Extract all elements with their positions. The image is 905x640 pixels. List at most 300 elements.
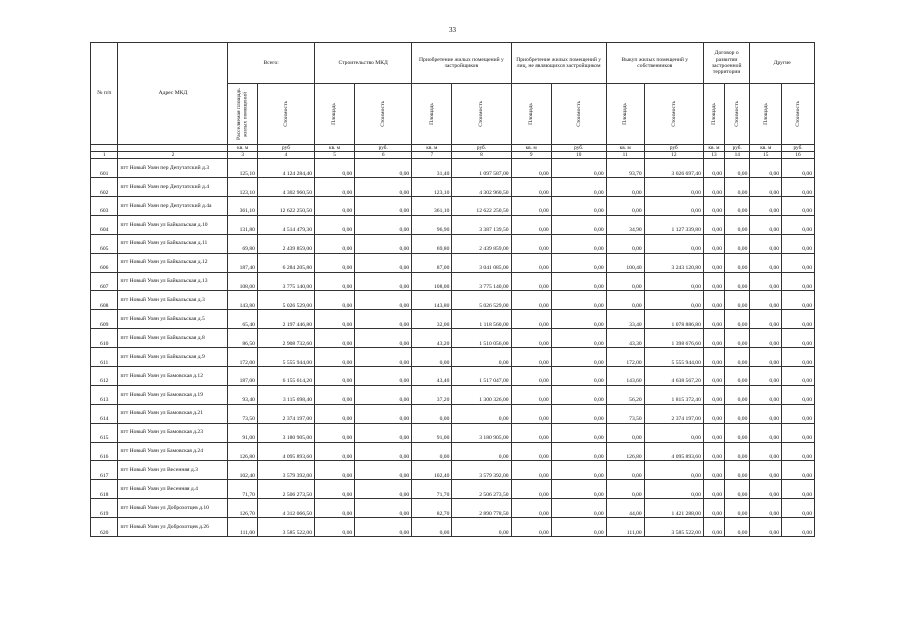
row-value: 0,00 (511, 499, 551, 518)
column-number-cell: 16 (782, 152, 815, 159)
row-number: 606 (91, 253, 118, 272)
table-row (91, 272, 815, 291)
row-value: 71,70 (228, 480, 258, 499)
row-number: 609 (91, 310, 118, 329)
row-value: 0,00 (412, 442, 452, 461)
row-value: 0,00 (703, 385, 724, 404)
resettlement-table (90, 42, 815, 537)
row-value: 0,00 (355, 480, 412, 499)
row-value: 5 555 944,00 (257, 348, 314, 367)
row-value: 0,00 (551, 272, 606, 291)
row-value: 0,00 (452, 518, 511, 537)
row-value: 0,00 (355, 499, 412, 518)
row-value: 0,00 (606, 423, 644, 442)
header-col-address: Адрес МКД (118, 43, 228, 145)
column-numbers-row (91, 152, 815, 159)
row-value: 0,00 (750, 348, 782, 367)
row-value: 0,00 (703, 196, 724, 215)
row-value: 3 026 697,40 (644, 159, 703, 178)
unit-cell: руб. (551, 145, 606, 152)
row-value: 0,00 (644, 461, 703, 480)
row-value: 0,00 (315, 404, 355, 423)
row-value: 143,60 (606, 366, 644, 385)
table-row (91, 291, 815, 310)
row-value: 0,00 (315, 499, 355, 518)
row-value: 0,00 (511, 329, 551, 348)
row-value: 0,00 (703, 366, 724, 385)
column-number-cell: 1 (91, 152, 118, 159)
row-value: 0,00 (750, 178, 782, 197)
row-value: 0,00 (703, 423, 724, 442)
row-value: 0,00 (782, 234, 815, 253)
header-group-total: Всего: (228, 43, 315, 84)
row-value: 0,00 (452, 348, 511, 367)
row-value: 3 243 120,80 (644, 253, 703, 272)
row-value: 0,00 (355, 461, 412, 480)
row-number: 603 (91, 196, 118, 215)
row-value: 0,00 (750, 253, 782, 272)
row-value: 0,00 (782, 310, 815, 329)
row-value: 43,30 (606, 329, 644, 348)
row-value: 0,00 (725, 499, 750, 518)
sub-area: Площадь (703, 84, 724, 145)
row-value: 0,00 (703, 291, 724, 310)
row-value: 0,00 (703, 329, 724, 348)
unit-cell (91, 145, 118, 152)
row-value: 0,00 (703, 499, 724, 518)
row-value: 0,00 (782, 461, 815, 480)
row-value: 3 180 905,00 (257, 423, 314, 442)
row-value: 102,40 (228, 461, 258, 480)
row-value: 93,70 (606, 159, 644, 178)
sub-area: Площадь (412, 84, 452, 145)
row-value: 0,00 (750, 480, 782, 499)
row-value: 0,00 (315, 366, 355, 385)
row-value: 0,00 (355, 234, 412, 253)
row-value: 108,00 (228, 272, 258, 291)
unit-cell: руб. (782, 145, 815, 152)
row-value: 0,00 (750, 234, 782, 253)
table-row (91, 196, 815, 215)
row-value: 0,00 (703, 178, 724, 197)
row-address: пгт Новый Уоян пер Депутатский д.3 (118, 159, 228, 178)
row-value: 0,00 (703, 159, 724, 178)
row-value: 0,00 (355, 404, 412, 423)
row-address: пгт Новый Уоян ул Байкальская д.8 (118, 329, 228, 348)
row-value: 3 585 522,00 (644, 518, 703, 537)
row-value: 0,00 (725, 518, 750, 537)
row-value: 108,00 (412, 272, 452, 291)
row-value: 0,00 (315, 518, 355, 537)
row-value: 0,00 (511, 310, 551, 329)
row-value: 0,00 (750, 159, 782, 178)
row-value: 2 506 273,50 (257, 480, 314, 499)
row-value: 0,00 (551, 366, 606, 385)
row-value: 0,00 (606, 480, 644, 499)
row-address: пгт Новый Уоян ул Байкальская д.3 (118, 291, 228, 310)
row-value: 4 302 960,50 (452, 178, 511, 197)
row-value: 0,00 (725, 215, 750, 234)
row-value: 0,00 (782, 329, 815, 348)
row-value: 3 775 140,00 (452, 272, 511, 291)
row-value: 4 514 479,30 (257, 215, 314, 234)
row-value: 0,00 (551, 234, 606, 253)
row-number: 619 (91, 499, 118, 518)
row-value: 0,00 (511, 385, 551, 404)
row-value: 0,00 (782, 499, 815, 518)
row-value: 0,00 (511, 423, 551, 442)
table-row (91, 178, 815, 197)
row-value: 0,00 (315, 385, 355, 404)
unit-cell (118, 145, 228, 152)
row-value: 3 115 698,40 (257, 385, 314, 404)
row-value: 2 374 197,00 (257, 404, 314, 423)
row-value: 0,00 (782, 159, 815, 178)
row-value: 0,00 (355, 159, 412, 178)
sub-area: Площадь (511, 84, 551, 145)
row-value: 0,00 (750, 329, 782, 348)
column-number-cell: 12 (644, 152, 703, 159)
row-value: 0,00 (644, 178, 703, 197)
row-value: 0,00 (315, 348, 355, 367)
row-value: 0,00 (315, 310, 355, 329)
row-value: 1 398 676,60 (644, 329, 703, 348)
row-value: 0,00 (412, 404, 452, 423)
row-value: 1 815 372,40 (644, 385, 703, 404)
row-value: 0,00 (355, 291, 412, 310)
row-value: 0,00 (725, 253, 750, 272)
row-value: 93,40 (228, 385, 258, 404)
row-value: 2 908 732,60 (257, 329, 314, 348)
row-value: 4 302 960,50 (257, 178, 314, 197)
row-value: 102,40 (412, 461, 452, 480)
row-value: 0,00 (725, 404, 750, 423)
row-value: 0,00 (725, 366, 750, 385)
row-address: пгт Новый Уоян ул Бамовская д.21 (118, 404, 228, 423)
row-number: 605 (91, 234, 118, 253)
row-value: 0,00 (725, 196, 750, 215)
row-value: 0,00 (750, 272, 782, 291)
row-value: 0,00 (725, 480, 750, 499)
row-value: 4 124 284,40 (257, 159, 314, 178)
row-value: 5 555 944,00 (644, 348, 703, 367)
row-value: 0,00 (750, 310, 782, 329)
row-value: 0,00 (511, 461, 551, 480)
table-row (91, 366, 815, 385)
row-value: 0,00 (511, 518, 551, 537)
column-number-cell: 11 (606, 152, 644, 159)
row-value: 0,00 (412, 348, 452, 367)
row-value: 0,00 (355, 196, 412, 215)
row-value: 0,00 (703, 272, 724, 291)
row-value: 0,00 (551, 461, 606, 480)
row-number: 604 (91, 215, 118, 234)
row-value: 0,00 (782, 348, 815, 367)
row-value: 0,00 (725, 178, 750, 197)
row-address: пгт Новый Уоян ул Весенняя д.4 (118, 480, 228, 499)
row-value: 0,00 (606, 196, 644, 215)
row-value: 0,00 (551, 480, 606, 499)
header-group-acq-non-developers: Приобретение жилых помещений у лиц, не являющихся застройщиком (511, 43, 606, 84)
row-value: 4 312 066,50 (257, 499, 314, 518)
row-value: 91,00 (228, 423, 258, 442)
row-value: 0,00 (725, 234, 750, 253)
table-row (91, 461, 815, 480)
row-address: пгт Новый Уоян ул Байкальская д.11 (118, 234, 228, 253)
row-value: 0,00 (551, 215, 606, 234)
unit-cell: руб (644, 145, 703, 152)
row-value: 0,00 (782, 518, 815, 537)
row-value: 0,00 (703, 253, 724, 272)
row-value: 0,00 (750, 385, 782, 404)
column-number-cell: 10 (551, 152, 606, 159)
sub-resettled-area: Расселяемая площадь жилых помещений (228, 84, 258, 145)
row-value: 3 775 140,00 (257, 272, 314, 291)
column-number-cell: 5 (315, 152, 355, 159)
row-value: 0,00 (750, 291, 782, 310)
row-value: 0,00 (551, 404, 606, 423)
row-address: пгт Новый Уоян ул Байкальская д.5 (118, 310, 228, 329)
row-value: 43,20 (412, 329, 452, 348)
row-number: 602 (91, 178, 118, 197)
row-address: пгт Новый Уоян ул Доброхотцев д.26 (118, 518, 228, 537)
row-value: 0,00 (782, 480, 815, 499)
table-row (91, 348, 815, 367)
row-value: 0,00 (782, 178, 815, 197)
sub-cost: Стоимость (725, 84, 750, 145)
row-value: 0,00 (412, 518, 452, 537)
row-value: 0,00 (782, 366, 815, 385)
row-value: 0,00 (315, 272, 355, 291)
row-value: 0,00 (551, 178, 606, 197)
table-row (91, 404, 815, 423)
table-row (91, 423, 815, 442)
row-value: 4 095 893,60 (257, 442, 314, 461)
row-value: 6 284 205,80 (257, 253, 314, 272)
row-value: 0,00 (782, 385, 815, 404)
header-group-construction: Строительство МКД (315, 43, 412, 84)
row-value: 0,00 (551, 385, 606, 404)
row-value: 0,00 (703, 442, 724, 461)
row-value: 187,40 (228, 253, 258, 272)
row-value: 0,00 (511, 215, 551, 234)
row-value: 123,10 (412, 178, 452, 197)
row-value: 0,00 (551, 348, 606, 367)
row-value: 0,00 (551, 518, 606, 537)
row-value: 3 041 085,00 (452, 253, 511, 272)
row-number: 613 (91, 385, 118, 404)
row-value: 3 579 392,00 (452, 461, 511, 480)
row-number: 610 (91, 329, 118, 348)
row-value: 3 180 905,00 (452, 423, 511, 442)
row-value: 100,40 (606, 253, 644, 272)
row-value: 0,00 (551, 499, 606, 518)
row-number: 615 (91, 423, 118, 442)
row-value: 2 197 446,80 (257, 310, 314, 329)
row-address: пгт Новый Уоян ул Байкальская д.9 (118, 348, 228, 367)
row-value: 131,80 (228, 215, 258, 234)
row-value: 1 510 056,00 (452, 329, 511, 348)
row-value: 0,00 (315, 291, 355, 310)
row-value: 0,00 (511, 178, 551, 197)
row-number: 608 (91, 291, 118, 310)
row-value: 143,80 (412, 291, 452, 310)
row-value: 0,00 (511, 348, 551, 367)
row-value: 86,50 (228, 329, 258, 348)
row-value: 34,90 (606, 215, 644, 234)
row-value: 96,90 (412, 215, 452, 234)
row-value: 0,00 (725, 291, 750, 310)
row-value: 0,00 (315, 178, 355, 197)
row-value: 361,10 (412, 196, 452, 215)
row-value: 0,00 (551, 310, 606, 329)
column-number-cell: 9 (511, 152, 551, 159)
row-value: 0,00 (644, 423, 703, 442)
row-value: 0,00 (782, 196, 815, 215)
row-value: 0,00 (644, 234, 703, 253)
row-number: 617 (91, 461, 118, 480)
table-row (91, 442, 815, 461)
row-value: 0,00 (782, 291, 815, 310)
row-value: 0,00 (725, 272, 750, 291)
row-value: 1 517 047,00 (452, 366, 511, 385)
sub-cost: Стоимость (551, 84, 606, 145)
unit-cell: кв. м (228, 145, 258, 152)
row-value: 111,00 (228, 518, 258, 537)
sub-cost: Стоимость (644, 84, 703, 145)
row-value: 0,00 (315, 442, 355, 461)
row-value: 0,00 (606, 461, 644, 480)
unit-cell: кв. м (606, 145, 644, 152)
row-value: 0,00 (606, 291, 644, 310)
row-value: 0,00 (606, 178, 644, 197)
row-value: 65,40 (228, 310, 258, 329)
table-row (91, 385, 815, 404)
row-value: 0,00 (511, 196, 551, 215)
row-value: 1 127 339,80 (644, 215, 703, 234)
row-value: 0,00 (551, 329, 606, 348)
row-value: 0,00 (355, 518, 412, 537)
row-value: 0,00 (750, 461, 782, 480)
row-value: 0,00 (355, 366, 412, 385)
row-value: 0,00 (452, 442, 511, 461)
row-value: 1 421 288,00 (644, 499, 703, 518)
row-value: 0,00 (315, 480, 355, 499)
row-value: 0,00 (644, 291, 703, 310)
row-value: 126,80 (228, 442, 258, 461)
header-group-other: Другие (750, 43, 815, 84)
row-value: 0,00 (315, 159, 355, 178)
column-number-cell: 4 (257, 152, 314, 159)
row-value: 0,00 (511, 366, 551, 385)
row-value: 0,00 (511, 159, 551, 178)
row-value: 5 026 529,00 (257, 291, 314, 310)
table-body (91, 159, 815, 537)
row-value: 0,00 (725, 159, 750, 178)
row-value: 0,00 (355, 253, 412, 272)
column-number-cell: 3 (228, 152, 258, 159)
sub-area: Площадь (606, 84, 644, 145)
row-value: 43,40 (412, 366, 452, 385)
row-value: 32,00 (412, 310, 452, 329)
row-value: 0,00 (782, 404, 815, 423)
row-number: 601 (91, 159, 118, 178)
row-value: 0,00 (511, 291, 551, 310)
header-col-no: № п/п (91, 43, 118, 145)
row-value: 0,00 (551, 253, 606, 272)
row-address: пгт Новый Уоян ул Байкальская д.13 (118, 272, 228, 291)
row-value: 123,10 (228, 178, 258, 197)
row-value: 0,00 (725, 461, 750, 480)
row-value: 0,00 (355, 348, 412, 367)
row-address: пгт Новый Уоян ул Байкальская д.12 (118, 253, 228, 272)
units-row (91, 145, 815, 152)
unit-cell: кв. м (750, 145, 782, 152)
row-value: 0,00 (750, 366, 782, 385)
row-value: 1 097 587,00 (452, 159, 511, 178)
table-row (91, 480, 815, 499)
row-value: 2 374 197,00 (644, 404, 703, 423)
row-value: 0,00 (725, 348, 750, 367)
row-value: 0,00 (750, 442, 782, 461)
row-value: 0,00 (703, 310, 724, 329)
row-value: 0,00 (644, 272, 703, 291)
row-value: 73,50 (228, 404, 258, 423)
row-value: 0,00 (782, 272, 815, 291)
row-value: 73,50 (606, 404, 644, 423)
unit-cell: руб. (355, 145, 412, 152)
table-row (91, 518, 815, 537)
row-address: пгт Новый Уоян ул Бамовская д.23 (118, 423, 228, 442)
table-row (91, 159, 815, 178)
row-value: 0,00 (606, 272, 644, 291)
unit-cell: руб. (452, 145, 511, 152)
row-value: 0,00 (782, 215, 815, 234)
row-value: 0,00 (606, 234, 644, 253)
row-number: 618 (91, 480, 118, 499)
row-value: 44,00 (606, 499, 644, 518)
row-value: 0,00 (725, 329, 750, 348)
row-value: 12 622 250,50 (452, 196, 511, 215)
row-value: 0,00 (355, 442, 412, 461)
table-row (91, 234, 815, 253)
row-value: 0,00 (703, 348, 724, 367)
unit-cell: кв. м (315, 145, 355, 152)
row-value: 0,00 (725, 423, 750, 442)
row-value: 3 387 139,50 (452, 215, 511, 234)
row-value: 1 300 326,00 (452, 385, 511, 404)
sub-area: Площадь (750, 84, 782, 145)
row-value: 0,00 (750, 404, 782, 423)
row-value: 0,00 (355, 423, 412, 442)
row-value: 0,00 (355, 385, 412, 404)
row-value: 33,40 (606, 310, 644, 329)
row-value: 0,00 (315, 196, 355, 215)
row-value: 0,00 (703, 461, 724, 480)
column-number-cell: 13 (703, 152, 724, 159)
row-value: 0,00 (315, 329, 355, 348)
header-group-development: Договор о развитии застроенной территории (703, 43, 750, 84)
row-value: 0,00 (725, 310, 750, 329)
row-value: 0,00 (315, 234, 355, 253)
row-value: 0,00 (551, 423, 606, 442)
row-number: 612 (91, 366, 118, 385)
row-value: 0,00 (782, 253, 815, 272)
row-value: 172,00 (228, 348, 258, 367)
row-value: 0,00 (355, 329, 412, 348)
row-value: 361,10 (228, 196, 258, 215)
row-value: 0,00 (511, 442, 551, 461)
